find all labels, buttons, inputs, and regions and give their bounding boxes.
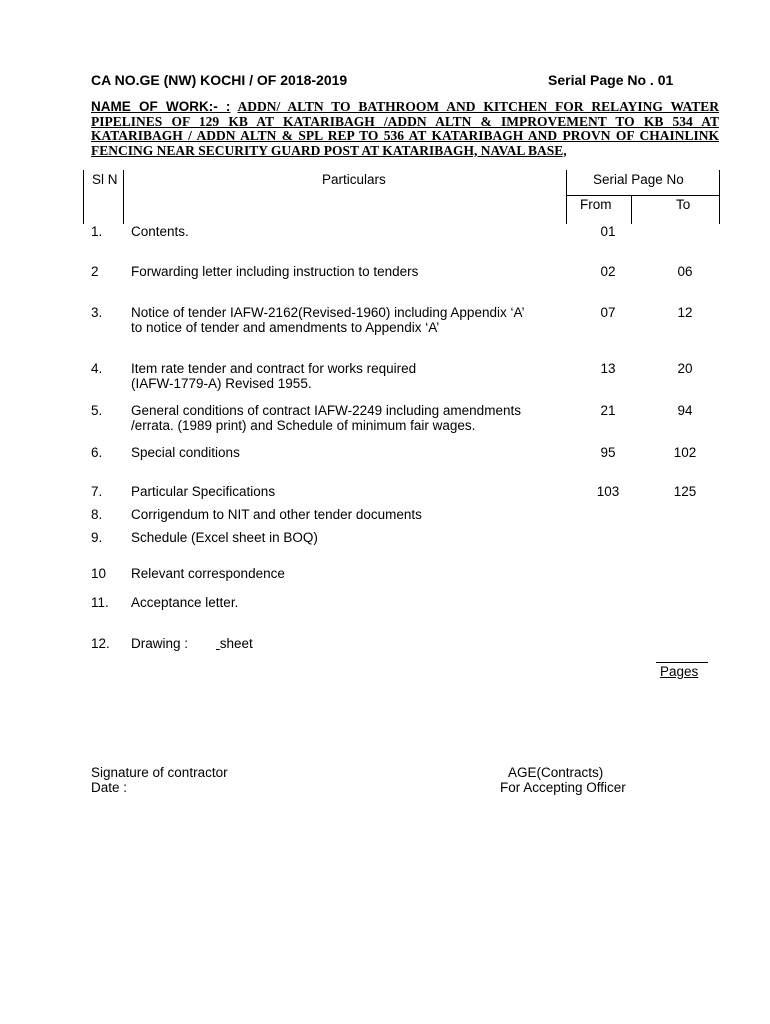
column-header-particulars: Particulars [322,172,386,187]
row-from: 21 [600,403,616,418]
row-from: 13 [600,361,616,376]
row-particulars-cont: /errata. (1989 print) and Schedule of minimum fair wages. [131,418,476,433]
row-particulars: Corrigendum to NIT and other tender documents [131,507,422,522]
pages-rule [656,662,708,663]
row-number: 9. [91,530,103,545]
row-to: 94 [677,403,693,418]
row-number: 6. [91,445,103,460]
row-number: 11. [91,595,109,610]
row-to: 102 [673,445,697,460]
column-header-to: To [676,197,691,212]
row-from: 02 [600,264,616,279]
name-of-work-label: NAME OF WORK:- : [91,99,231,114]
table-border-left [83,170,84,224]
row-particulars: General conditions of contract IAFW-2249 including amendments [131,403,521,418]
name-of-work-text: ADDN/ ALTN TO BATHROOM AND KITCHEN FOR RELAYING WATER PIPELINES OF 129 KB AT KATARIBAGH /ADDN ALTN & IMPROVEMENT TO KB 534 AT KATARIBAGH / ADDN ALTN & SPL REP TO 536 AT KATARIBAGH AND PROVN OF CHAINLINK FENCING NEAR SECURITY GUARD POST AT KATARIBAGH, NAVAL BASE, [91,99,719,158]
row-number: 2 [91,264,99,279]
row-number: 12. [91,636,110,651]
column-header-serial-page: Serial Page No [593,172,684,187]
table-divider-particulars [566,170,567,224]
row-particulars: Notice of tender IAFW-2162(Revised-1960) including Appendix ‘A’ [131,305,525,320]
row-to: 06 [677,264,693,279]
row-from: 01 [600,224,616,239]
row-particulars: Schedule (Excel sheet in BOQ) [131,530,318,545]
row-from: 07 [600,305,616,320]
age-contracts-label: AGE(Contracts) [508,765,604,780]
column-header-sl: Sl N [92,172,118,187]
table-border-right [719,170,720,224]
row-number: 10 [91,566,107,581]
row-to: 12 [677,305,693,320]
row-number: 4. [91,361,103,376]
contract-number: CA NO.GE (NW) KOCHI / OF 2018-2019 [91,72,348,88]
row-particulars: Acceptance letter. [131,595,239,610]
name-of-work [91,100,719,158]
table-divider-from-to [631,195,632,224]
row-particulars: Forwarding letter including instruction to tenders [131,264,419,279]
contractor-signature-label: Signature of contractor [91,765,228,780]
row-number: 3. [91,305,103,320]
pages-label: Pages [660,664,699,679]
column-header-from: From [580,197,612,212]
date-label: Date : [91,780,128,795]
row-number: 1. [91,224,103,239]
row-particulars: Drawing : [131,636,189,651]
row-to: 20 [677,361,693,376]
row-particulars-cont: (IAFW-1779-A) Revised 1955. [131,376,312,391]
drawing-sheet-label: sheet [219,636,253,651]
row-particulars: Special conditions [131,445,240,460]
table-divider-sl [123,170,124,224]
accepting-officer-label: For Accepting Officer [500,780,626,795]
row-number: 5. [91,403,103,418]
row-particulars: Particular Specifications [131,484,276,499]
serial-page-number: Serial Page No . 01 [548,72,674,88]
row-particulars: Contents. [131,224,189,239]
row-particulars-cont: to notice of tender and amendments to Appendix ‘A’ [131,320,440,335]
row-from: 95 [600,445,616,460]
row-particulars: Item rate tender and contract for works required [131,361,417,376]
table-divider-serial [566,195,720,196]
row-from: 103 [596,484,620,499]
row-number: 8. [91,507,103,522]
row-particulars: Relevant correspondence [131,566,285,581]
row-to: 125 [673,484,697,499]
row-number: 7. [91,484,103,499]
